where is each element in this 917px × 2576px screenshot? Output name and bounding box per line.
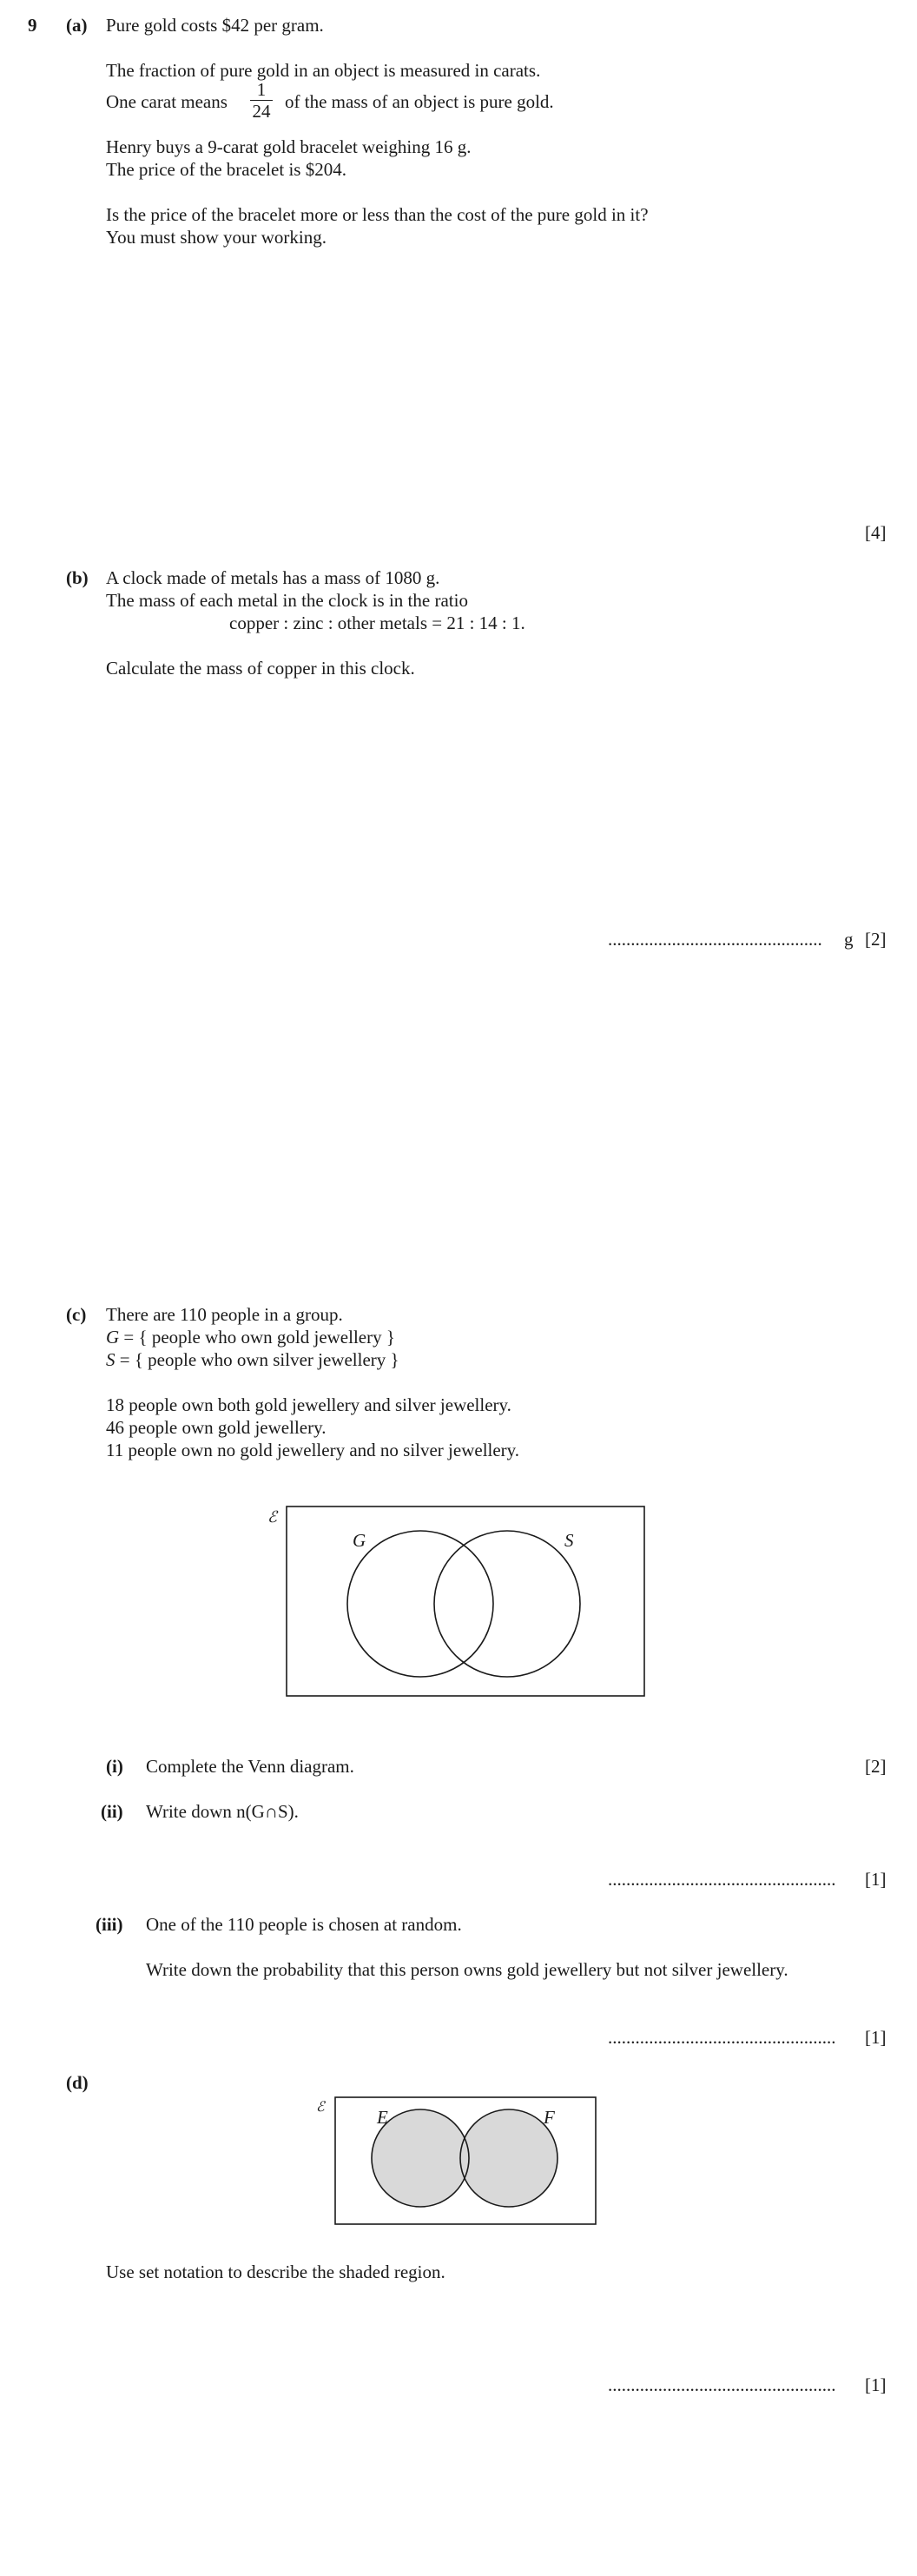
part-b-ratio: copper : zinc : other metals = 21 : 14 : 1. (229, 613, 525, 633)
part-a-line6: Is the price of the bracelet more or less than the cost of the pure gold in it? (106, 204, 649, 225)
part-c-ii-answer-line[interactable]: .................................................. (608, 1869, 836, 1890)
part-b-line2: The mass of each metal in the clock is in the ratio (106, 590, 468, 611)
part-b-marks: [2] (865, 929, 887, 950)
venn-circle-g[interactable] (347, 1531, 493, 1677)
part-d-marks: [1] (865, 2374, 887, 2395)
set-g-definition (106, 1326, 395, 1348)
part-c-iii-label: (iii) (96, 1914, 123, 1935)
fact-gold: 46 people own gold jewellery. (106, 1417, 327, 1438)
part-b-answer-line[interactable]: ............................................... (608, 929, 822, 950)
venn-d-universal-symbol: ℰ (316, 2098, 325, 2115)
part-b-line1: A clock made of metals has a mass of 1080 g. (106, 567, 440, 588)
part-a-line4: Henry buys a 9-carat gold bracelet weighing 16 g. (106, 136, 472, 157)
part-a-line3-pre: One carat means (106, 91, 228, 112)
part-c-iii-text2: Write down the probability that this person owns gold jewellery but not silver jewellery. (146, 1959, 788, 1980)
part-d-answer-line[interactable]: .................................................. (608, 2374, 836, 2395)
fraction-denominator: 24 (252, 101, 271, 122)
part-c-ii-text: Write down n(G∩S). (146, 1801, 299, 1822)
venn-diagram-ef (313, 2094, 608, 2233)
part-c-ii-label: (ii) (101, 1801, 123, 1822)
set-g-name: G (106, 1327, 120, 1348)
part-c-i-label: (i) (106, 1756, 123, 1777)
venn-d-label-f: F (544, 2107, 555, 2128)
part-c-line1: There are 110 people in a group. (106, 1304, 343, 1325)
part-b-line3: Calculate the mass of copper in this clock. (106, 658, 415, 679)
part-d-text: Use set notation to describe the shaded region. (106, 2261, 445, 2282)
fact-both: 18 people own both gold jewellery and silver jewellery. (106, 1394, 511, 1415)
venn-universal-symbol: ℰ (267, 1508, 277, 1526)
set-s-definition (106, 1348, 399, 1371)
venn-universal-rectangle (287, 1507, 644, 1696)
venn-label-s: S (564, 1530, 574, 1551)
part-c-iii-marks: [1] (865, 2027, 887, 2048)
venn-diagram-gs[interactable] (261, 1503, 660, 1712)
part-c-label: (c) (66, 1304, 87, 1325)
venn-d-label-e: E (377, 2107, 388, 2128)
part-a-line1: Pure gold costs $42 per gram. (106, 15, 324, 36)
question-number: 9 (28, 15, 37, 36)
fact-neither: 11 people own no gold jewellery and no silver jewellery. (106, 1440, 520, 1460)
part-a-label: (a) (66, 15, 88, 36)
part-c-i-marks: [2] (865, 1756, 887, 1777)
part-c-iii-answer-line[interactable]: .................................................. (608, 2027, 836, 2048)
part-b-unit: g (844, 929, 854, 950)
venn-label-g: G (353, 1530, 366, 1551)
part-a-line7: You must show your working. (106, 227, 327, 248)
set-g-def: = { people who own gold jewellery } (123, 1327, 395, 1348)
venn-circle-s[interactable] (434, 1531, 580, 1677)
part-a-line3-post: of the mass of an object is pure gold. (285, 91, 554, 112)
part-a-line5: The price of the bracelet is $204. (106, 159, 346, 180)
set-s-name: S (106, 1349, 115, 1370)
set-s-def: = { people who own silver jewellery } (119, 1349, 399, 1370)
part-c-i-text: Complete the Venn diagram. (146, 1756, 354, 1777)
part-a-marks: [4] (865, 522, 887, 543)
fraction-numerator: 1 (256, 79, 267, 100)
fraction-one-over-24 (248, 80, 274, 121)
part-c-ii-marks: [1] (865, 1869, 887, 1890)
part-b-label: (b) (66, 567, 89, 588)
part-a-line2: The fraction of pure gold in an object is measured in carats. (106, 60, 541, 81)
part-c-iii-text1: One of the 110 people is chosen at random. (146, 1914, 462, 1935)
part-d-label: (d) (66, 2072, 89, 2093)
